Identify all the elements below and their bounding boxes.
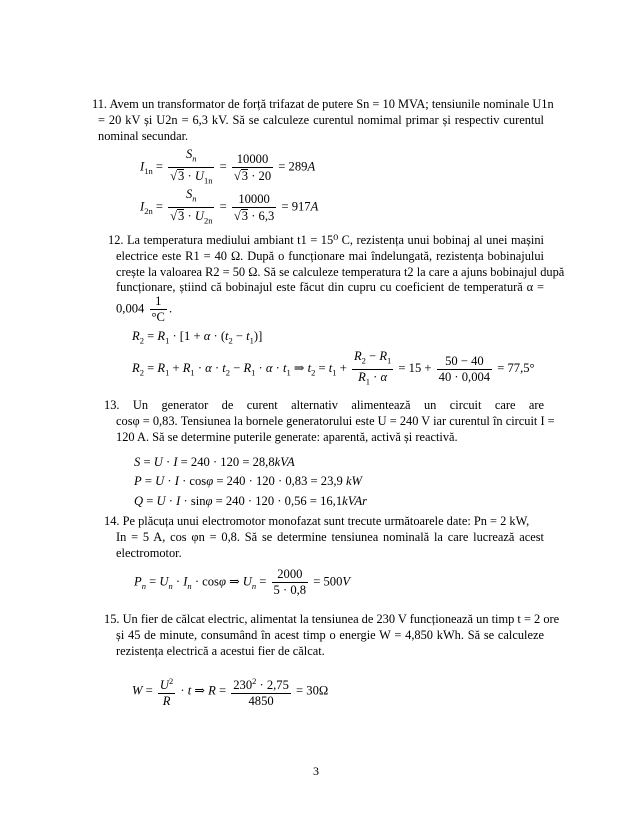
- equation-i2n: $I_{2n}$ = $\frac{S_n}{√3 \cdot U_{2n}}$ = $\frac{10000}{√3 \cdot 6,3}$ = 917A: [140, 187, 319, 226]
- temperature-coefficient: 0,004 $\frac{1}{^\circ C}$ .: [116, 294, 173, 324]
- text-line: cosφ = 0,83. Tensiunea la bornele generatorului este U = 240 V iar curentul în circuit I =: [116, 413, 555, 428]
- equation-active-power: P = U · I · cosφ = 240 · 120 · 0,83 = 23,9 kW: [134, 474, 363, 488]
- page-number: 3: [313, 764, 319, 778]
- text-line: 120 A. Să se determine puterile generate: aparentă, activă și reactivă.: [116, 429, 458, 444]
- problem-14-text: [104, 514, 544, 561]
- text-line: electrice este R1 = 40 Ω. După o funcționare mai îndelungată, rezistența bobinajului: [116, 248, 544, 263]
- problem-13-text: [104, 398, 555, 445]
- text-line: 11. Avem un transformator de forță trifazat de putere Sn = 10 MVA; tensiunile nominale U1n: [92, 97, 554, 111]
- equation-reactive-power: Q = U · I · sinφ = 240 · 120 · 0,56 = 16,1kVAr: [134, 494, 368, 508]
- text-line: crește la valoarea R2 = 50 Ω. Să se calculeze temperatura t2 la care a ajuns bobinajul după: [116, 264, 565, 279]
- equation-i1n: $I_{1n}$ = $\frac{S_n}{√3 \cdot U_{1n}}$ = $\frac{10000}{√3 \cdot 20}$ = 289A: [140, 147, 316, 186]
- text-line: = 20 kV și U2n = 6,3 kV. Să se calculeze curentul nomimal primar și respectiv curentul: [98, 112, 544, 127]
- text-line: și 45 de minute, consumând în acest timp o energie W = 4,850 kWh. Să se calculeze: [116, 627, 544, 642]
- problem-12-text: [108, 233, 565, 296]
- text-line: 12. La temperatura mediului ambiant t1 = 15⁰ C, rezistența unui bobinaj al unei mașini: [108, 233, 544, 247]
- text-line: electromotor.: [116, 545, 182, 560]
- text-line: 15. Un fier de călcat electric, alimentat la tensiunea de 230 V funcționează un timp t = 2 ore: [104, 612, 560, 626]
- text-line: nominal secundar.: [98, 128, 189, 143]
- equation-resistance: W = $\frac{U^2}{R}$ · t ⇒ R = $\frac{230^2 \cdot 2,75}{4850}$ = 30Ω: [132, 676, 329, 709]
- text-line: 14. Pe plăcuța unui electromotor monofazat sunt trecute următoarele date: Pn = 2 kW,: [104, 514, 530, 528]
- text-line: In = 5 A, cos φn = 0,8. Să se determine tensiunea nominală la care lucrează acest: [116, 529, 544, 544]
- equation-apparent-power: S = U · I = 240 · 120 = 28,8kVA: [134, 455, 295, 469]
- equation-r2-expansion: $R_2 = R_1 \cdot [1 + \alpha \cdot (t_2 - t_1)]$: [132, 329, 263, 346]
- problem-15-text: [104, 612, 560, 659]
- equation-t2-solution: $R_2 = R_1 + R_1 \cdot \alpha \cdot t_2 - R_1 \cdot \alpha \cdot t_1$ ⇒ $t_2 = t_1$ + $\frac{R_2 - R_1}{R_1 \cdot \alpha}$ = 15 + $\frac{50 - 40}{40 \cdot 0,004}$ = 77,5°: [132, 349, 535, 387]
- text-line: 13. Un generator de curent alternativ alimentează un circuit care are: [104, 398, 544, 412]
- text-line: rezistența electrică a acestui fier de călcat.: [116, 643, 325, 658]
- equation-nominal-voltage: $P_n = U_n \cdot I_n \cdot \cos\varphi$ ⇒ $U_n$ = $\frac{2000}{5 \cdot 0,8}$ = 500V: [134, 567, 351, 597]
- problem-11-text: [92, 97, 554, 144]
- text-line: funcționare, știind că bobinajul este făcut din cupru cu coeficient de temperatură α =: [116, 280, 544, 295]
